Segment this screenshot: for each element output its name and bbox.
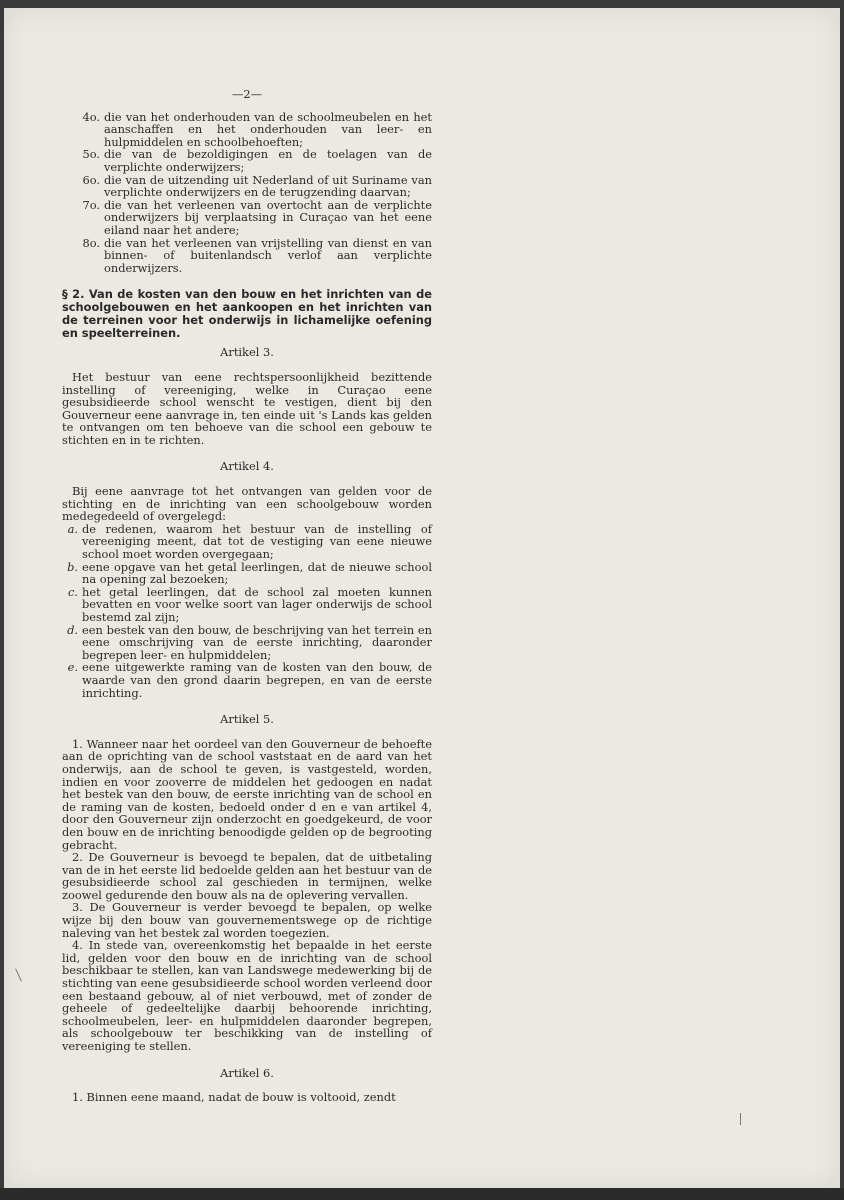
item-text: een bestek van den bouw, de beschrijving van het terrein en eene omschrijving van de eerste inrichting, daaronder begrepen leer- en hulpmiddelen; [82, 622, 432, 662]
artikel-4-item [62, 561, 432, 586]
artikel-3-text: Het bestuur van eene rechtspersoonlijkheid bezittende instelling of vereeniging, welke in Curaçao eene gesubsidieerde school wenscht te vestigen, dient bij den Gouverneur eene aanvrage in, ten einde uit 's Lands kas gelden te ontvangen om ten behoeve van die school een gebouw te stichten en in te richten. [62, 369, 432, 447]
artikel-5-paragraph: 1. Wanneer naar het oordeel van den Gouverneur de behoefte aan de oprichting van de school vaststaat en de aard van het onderwijs, aan de school te geven, is vastgesteld, worden, indien en voor zooverre de middelen het gedoogen en nadat het bestek van den bouw, de eerste inrichting van de school en de raming van de kosten, bedoeld onder d en e van artikel 4, door den Gouverneur zijn onderzocht en goedgekeurd, de voor den bouw en de inrichting benoodigde gelden op de begrooting gebracht. [62, 736, 432, 852]
enumeration-item [62, 111, 432, 149]
artikel-6-text: 1. Binnen eene maand, nadat de bouw is voltooid, zendt [72, 1090, 396, 1105]
enumeration-number: 7o. [82, 197, 100, 212]
enumeration-number: 8o. [82, 235, 100, 250]
scan-border [0, 1188, 844, 1200]
text-column [62, 88, 432, 1104]
enumeration-number: 4o. [82, 109, 100, 124]
item-label: a. [67, 521, 78, 536]
enumeration-list [62, 111, 432, 275]
artikel-4-intro: Bij eene aanvrage tot het ontvangen van gelden voor de stichting en de inrichting van een schoolgebouw worden medegedeeld of overgelegd: [62, 484, 432, 524]
section-heading: § 2. Van de kosten van den bouw en het inrichten van de schoolgebouwen en het aankoopen en het inrichten van de terreinen voor het onderwijs in lichamelijke oefening en speelterreinen. [62, 287, 432, 341]
artikel-5-paragraph: 3. De Gouverneur is verder bevoegd te bepalen, op welke wijze bij den bouw van gouvernementswege op de richtige naleving van het bestek zal worden toegezien. [62, 900, 432, 940]
artikel-4-items [62, 523, 432, 699]
enumeration-text: die van het onderhouden van de schoolmeubelen en het aanschaffen en het onderhouden van leer- en hulpmiddelen en schoolbehoeften; [104, 109, 432, 149]
artikel-4-item [62, 586, 432, 624]
enumeration-number: 5o. [82, 147, 100, 162]
enumeration-item [62, 174, 432, 199]
artikel-4-item [62, 661, 432, 699]
artikel-5-paragraph: 2. De Gouverneur is bevoegd te bepalen, dat de uitbetaling van de in het eerste lid bedoelde gelden aan het bestuur van de gesubsidieerde school zal geschieden in termijnen, welke zoowel gedurende den bouw als na de oplevering vervallen. [62, 850, 432, 902]
item-text: eene uitgewerkte raming van de kosten van den bouw, de waarde van den grond daarin begrepen, en van de eerste inrichting. [82, 660, 432, 700]
enumeration-text: die van de uitzending uit Nederland of uit Suriname van verplichte onderwijzers en de terugzending daarvan; [104, 172, 432, 200]
item-label: b. [67, 559, 78, 574]
item-label: c. [67, 584, 78, 599]
enumeration-number: 6o. [82, 172, 100, 187]
enumeration-text: die van het verleenen van overtocht aan de verplichte onderwijzers bij verplaatsing in Curaçao van het eene eiland naar het andere; [104, 197, 432, 237]
page-number: —2— [231, 87, 263, 101]
item-label: e. [67, 660, 78, 675]
artikel-4-item [62, 523, 432, 561]
document-page [4, 8, 840, 1188]
artikel-4-title: Artikel 4. [220, 459, 274, 474]
artikel-5-paragraphs [62, 738, 432, 1053]
margin-mark [740, 1113, 741, 1125]
item-text: het getal leerlingen, dat de school zal moeten kunnen bevatten en voor welke soort van lager onderwijs de school bestemd zal zijn; [82, 584, 432, 624]
item-text: eene opgave van het getal leerlingen, dat de nieuwe school na opening zal bezoeken; [82, 559, 432, 587]
enumeration-item [62, 199, 432, 237]
enumeration-text: die van de bezoldigingen en de toelagen van de verplichte onderwijzers; [104, 147, 432, 174]
artikel-5-title: Artikel 5. [220, 712, 274, 727]
artikel-4-item [62, 624, 432, 662]
artikel-6-title: Artikel 6. [220, 1065, 274, 1080]
enumeration-text: die van het verleenen van vrijstelling van dienst en van binnen- of buitenlandsch verlof aan verplichte onderwijzers. [104, 235, 432, 275]
artikel-3-title: Artikel 3. [220, 345, 274, 360]
item-text: de redenen, waarom het bestuur van de instelling of vereeniging meent, dat tot de vestiging van eene nieuwe school moet worden overgegaan; [82, 521, 432, 562]
item-label: d. [67, 622, 78, 637]
margin-mark [15, 968, 22, 981]
enumeration-item [62, 237, 432, 275]
artikel-5-paragraph: 4. In stede van, overeenkomstig het bepaalde in het eerste lid, gelden voor den bouw en de inrichting van de school beschikbaar te stellen, kan van Landswege medewerking bij de stichting van eene gesubsidieerde school worden verleend door een bestaand gebouw, al of niet verbouwd, met of zonder de geheele of gedeeltelijke daarbij behoorende inrichting, schoolmeubelen, leer- en hulpmiddelen daaronder begrepen, als schoolgebouw ter beschikking van de instelling of vereeniging te stellen. [62, 938, 432, 1053]
enumeration-item [62, 148, 432, 173]
